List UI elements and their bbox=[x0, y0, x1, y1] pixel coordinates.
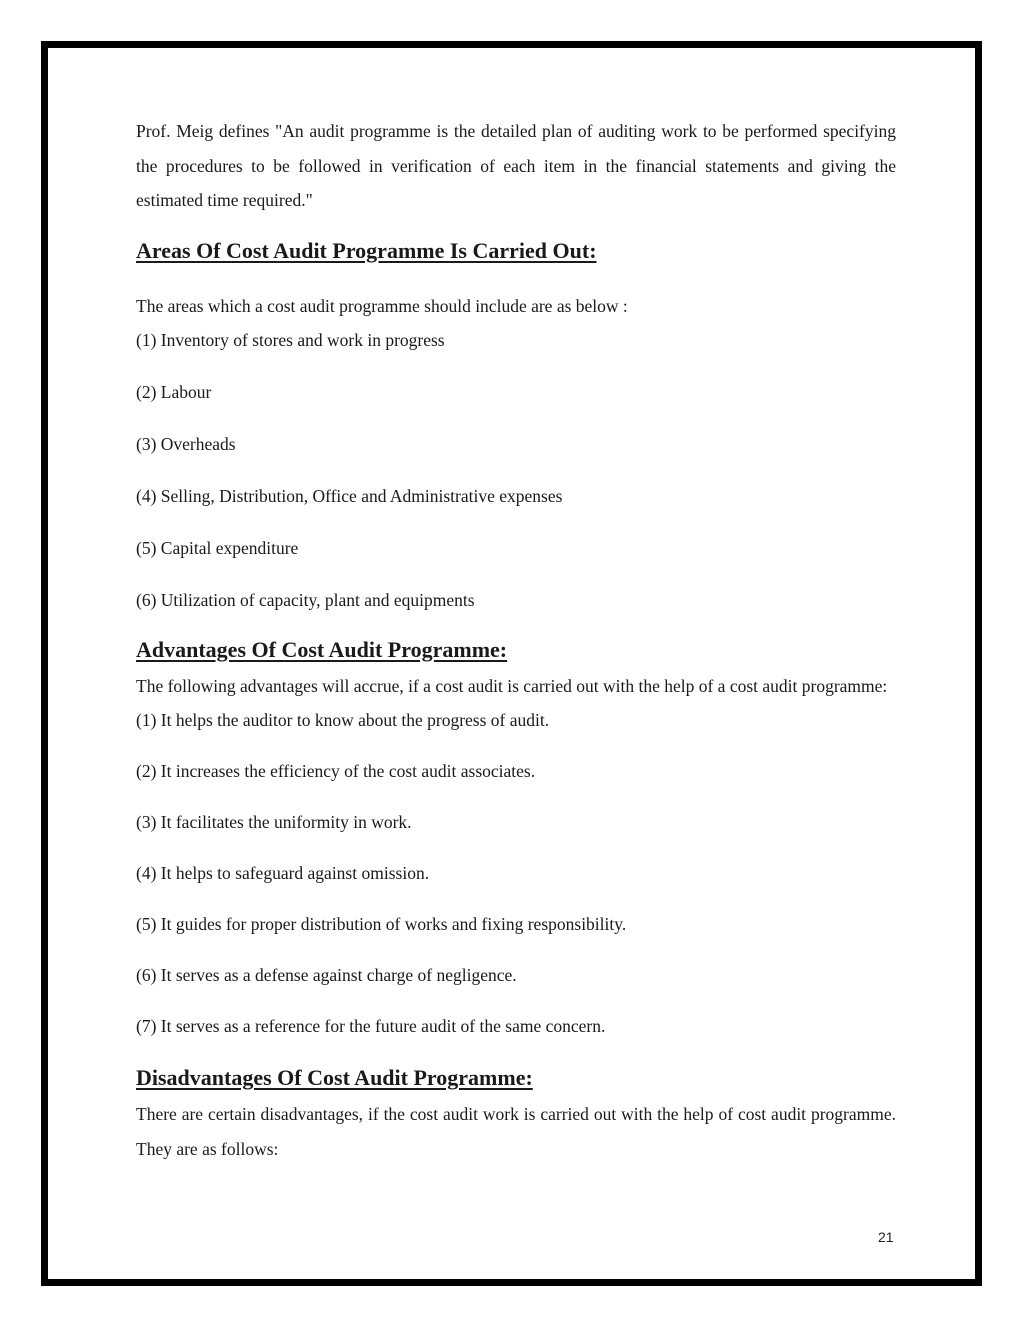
list-item: (3) It facilitates the uniformity in work. bbox=[136, 812, 412, 832]
areas-list bbox=[136, 323, 896, 617]
list-item: (1) It helps the auditor to know about the progress of audit. bbox=[136, 710, 550, 730]
list-item: (3) Overheads bbox=[136, 433, 236, 454]
list-item: (5) It guides for proper distribution of works and fixing responsibility. bbox=[136, 914, 627, 934]
list-item: (1) Inventory of stores and work in progress bbox=[136, 329, 445, 350]
list-item: (7) It serves as a reference for the future audit of the same concern. bbox=[136, 1016, 606, 1036]
intro-paragraph: Prof. Meig defines "An audit programme is the detailed plan of auditing work to be performed specifying the procedures to be followed in verification of each item in the financial statements and giving the estimated time required." bbox=[136, 121, 896, 210]
list-item: (6) It serves as a defense against charge of negligence. bbox=[136, 965, 517, 985]
list-item: (4) Selling, Distribution, Office and Administrative expenses bbox=[136, 485, 563, 506]
advantages-intro: The following advantages will accrue, if a cost audit is carried out with the help of a cost audit programme: bbox=[136, 675, 888, 696]
list-item: (6) Utilization of capacity, plant and equipments bbox=[136, 589, 475, 610]
document-body bbox=[136, 114, 896, 1166]
areas-heading: Areas Of Cost Audit Programme Is Carried Out: bbox=[136, 237, 597, 263]
disadvantages-intro: There are certain disadvantages, if the cost audit work is carried out with the help of cost audit programme. They are as follows: bbox=[136, 1104, 896, 1159]
list-item: (5) Capital expenditure bbox=[136, 537, 299, 558]
page-number: 21 bbox=[878, 1229, 894, 1245]
advantages-heading: Advantages Of Cost Audit Programme: bbox=[136, 636, 508, 662]
areas-intro: The areas which a cost audit programme should include are as below : bbox=[136, 295, 628, 316]
disadvantages-heading: Disadvantages Of Cost Audit Programme: bbox=[136, 1065, 533, 1090]
advantages-list bbox=[136, 703, 896, 1043]
list-item: (2) It increases the efficiency of the cost audit associates. bbox=[136, 761, 536, 781]
list-item: (4) It helps to safeguard against omission. bbox=[136, 863, 430, 883]
list-item: (2) Labour bbox=[136, 381, 212, 402]
